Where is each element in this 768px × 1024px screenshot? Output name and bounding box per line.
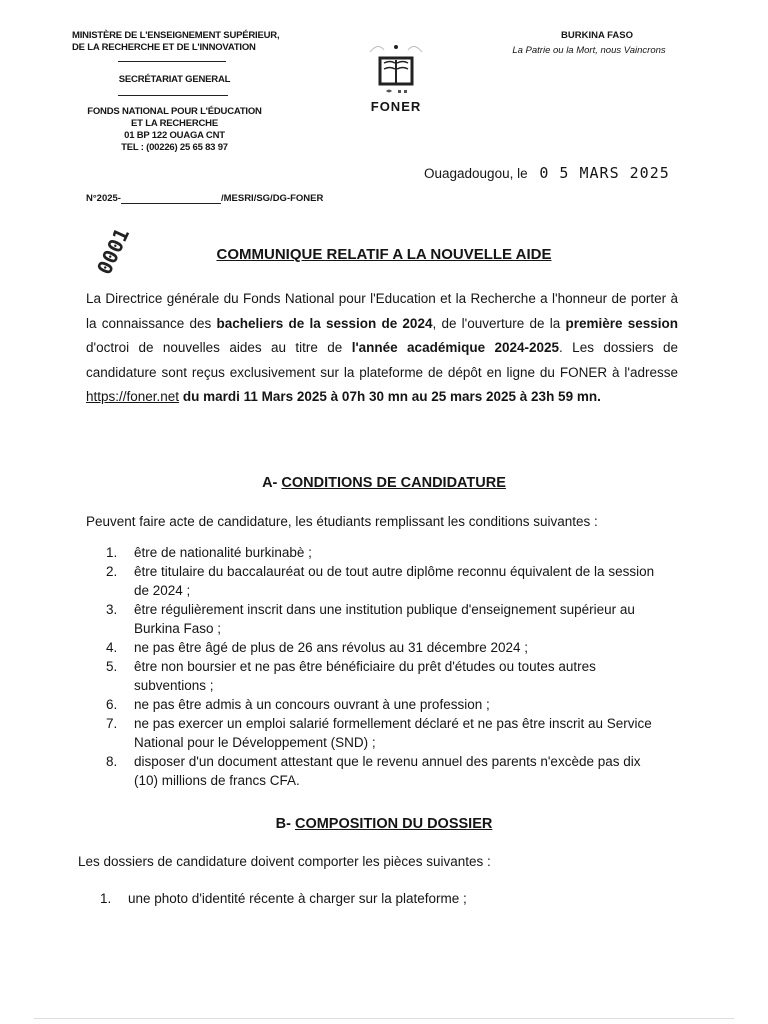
section-a-intro: Peuvent faire acte de candidature, les étudiants remplissant les conditions suivantes : — [86, 514, 598, 529]
conditions-list — [106, 543, 658, 790]
book-icon — [366, 38, 426, 100]
fund-tel: TEL : (00226) 25 65 83 97 — [121, 142, 228, 153]
section-a-prefix: A- — [262, 475, 278, 491]
fund-address: 01 BP 122 OUAGA CNT — [124, 130, 225, 141]
intro-paragraph — [86, 287, 678, 410]
reference-number — [86, 192, 323, 204]
list-item-number: 5. — [106, 659, 118, 674]
intro-bold: première session — [565, 315, 678, 331]
list-item — [106, 543, 658, 562]
list-item-number: 1. — [106, 545, 118, 560]
list-item — [106, 657, 658, 695]
logo-text: FONER — [370, 99, 422, 114]
document-title: COMMUNIQUE RELATIF A LA NOUVELLE AIDE — [216, 246, 552, 263]
list-item-number: 1. — [100, 891, 112, 906]
intro-text: d'octroi de nouvelles aides au titre de — [86, 340, 352, 355]
list-item — [106, 600, 658, 638]
list-item-text: être régulièrement inscrit dans une institution publique d'enseignement supérieur au Burkina Faso ; — [134, 602, 635, 636]
fund-line-1: FONDS NATIONAL POUR L'ÉDUCATION — [87, 106, 262, 117]
reference-prefix: N°2025- — [86, 193, 121, 204]
list-item-text: être non boursier et ne pas être bénéficiaire du prêt d'études ou toutes autres subventions ; — [134, 659, 596, 693]
national-motto: La Patrie ou la Mort, nous Vaincrons — [512, 45, 666, 56]
intro-bold: du mardi 11 Mars 2025 à 07h 30 mn au 25 mars 2025 à 23h 59 mn. — [182, 389, 601, 404]
reference-blank — [121, 192, 221, 204]
ministry-line-1: MINISTÈRE DE L'ENSEIGNEMENT SUPÉRIEUR, — [72, 30, 280, 41]
list-item — [106, 752, 658, 790]
ministry-line-2: DE LA RECHERCHE ET DE L'INNOVATION — [72, 42, 256, 53]
list-item-text: être de nationalité burkinabè ; — [134, 545, 312, 560]
list-item — [106, 714, 658, 752]
divider — [118, 61, 226, 62]
list-item-text: être titulaire du baccalauréat ou de tout autre diplôme reconnu équivalent de la session de 2024 ; — [134, 564, 655, 598]
list-item-text: ne pas exercer un emploi salarié formellement déclaré et ne pas être inscrit au Service National pour le Développement (SND) ; — [134, 716, 652, 750]
section-a-title: CONDITIONS DE CANDIDATURE — [281, 475, 506, 491]
list-item-number: 3. — [106, 602, 118, 617]
ministry-name — [72, 30, 279, 54]
date-stamp: 0 5 MARS 2025 — [539, 164, 670, 182]
section-b-intro: Les dossiers de candidature doivent comporter les pièces suivantes : — [78, 854, 491, 869]
divider — [118, 95, 228, 96]
list-item-text: une photo d'identité récente à charger sur la plateforme ; — [128, 891, 467, 906]
section-b-heading — [0, 816, 768, 832]
list-item-number: 6. — [106, 697, 118, 712]
fund-block — [66, 106, 283, 154]
intro-bold: bacheliers de la session de 2024 — [216, 315, 433, 331]
date-prefix: Ouagadougou, le — [424, 166, 528, 181]
list-item-number: 2. — [106, 564, 118, 579]
country-name: BURKINA FASO — [561, 30, 633, 41]
date-line — [424, 164, 670, 182]
intro-text: . Les dossiers de candidature sont reçus exclusivement sur la plateforme de dépôt en ligne du FONER à l'adresse — [86, 340, 679, 380]
reference-suffix: /MESRI/SG/DG-FONER — [220, 193, 324, 204]
pieces-list — [100, 889, 660, 908]
list-item-text: ne pas être admis à un concours ouvrant à une profession ; — [134, 697, 490, 712]
list-item-number: 8. — [106, 754, 118, 769]
page-bottom-edge — [34, 1018, 734, 1019]
section-b-prefix: B- — [275, 816, 291, 832]
foner-logo — [351, 38, 441, 114]
list-item-text: disposer d'un document attestant que le revenu annuel des parents n'excède pas dix (10) millions de francs CFA. — [134, 754, 641, 788]
list-item — [106, 695, 658, 714]
section-a-heading — [0, 475, 768, 491]
foner-link[interactable]: https://foner.net — [86, 389, 180, 404]
intro-text: La Directrice générale du Fonds National pour l'Education et la Recherche a l'honneur de porter à la connaissance des — [86, 291, 678, 331]
intro-bold: l'année académique 2024-2025 — [351, 340, 560, 355]
list-item-number: 4. — [106, 640, 118, 655]
handwritten-number: 0001 — [92, 224, 135, 279]
secretariat: SECRÉTARIAT GENERAL — [118, 74, 231, 85]
list-item-text: ne pas être âgé de plus de 26 ans révolus au 31 décembre 2024 ; — [134, 640, 529, 655]
list-item — [106, 638, 658, 657]
list-item-number: 7. — [106, 716, 118, 731]
list-item — [106, 562, 658, 600]
intro-text: , de l'ouverture de la — [432, 315, 566, 331]
section-b-title: COMPOSITION DU DOSSIER — [294, 816, 493, 832]
list-item — [100, 889, 660, 908]
fund-line-2: ET LA RECHERCHE — [131, 118, 218, 129]
